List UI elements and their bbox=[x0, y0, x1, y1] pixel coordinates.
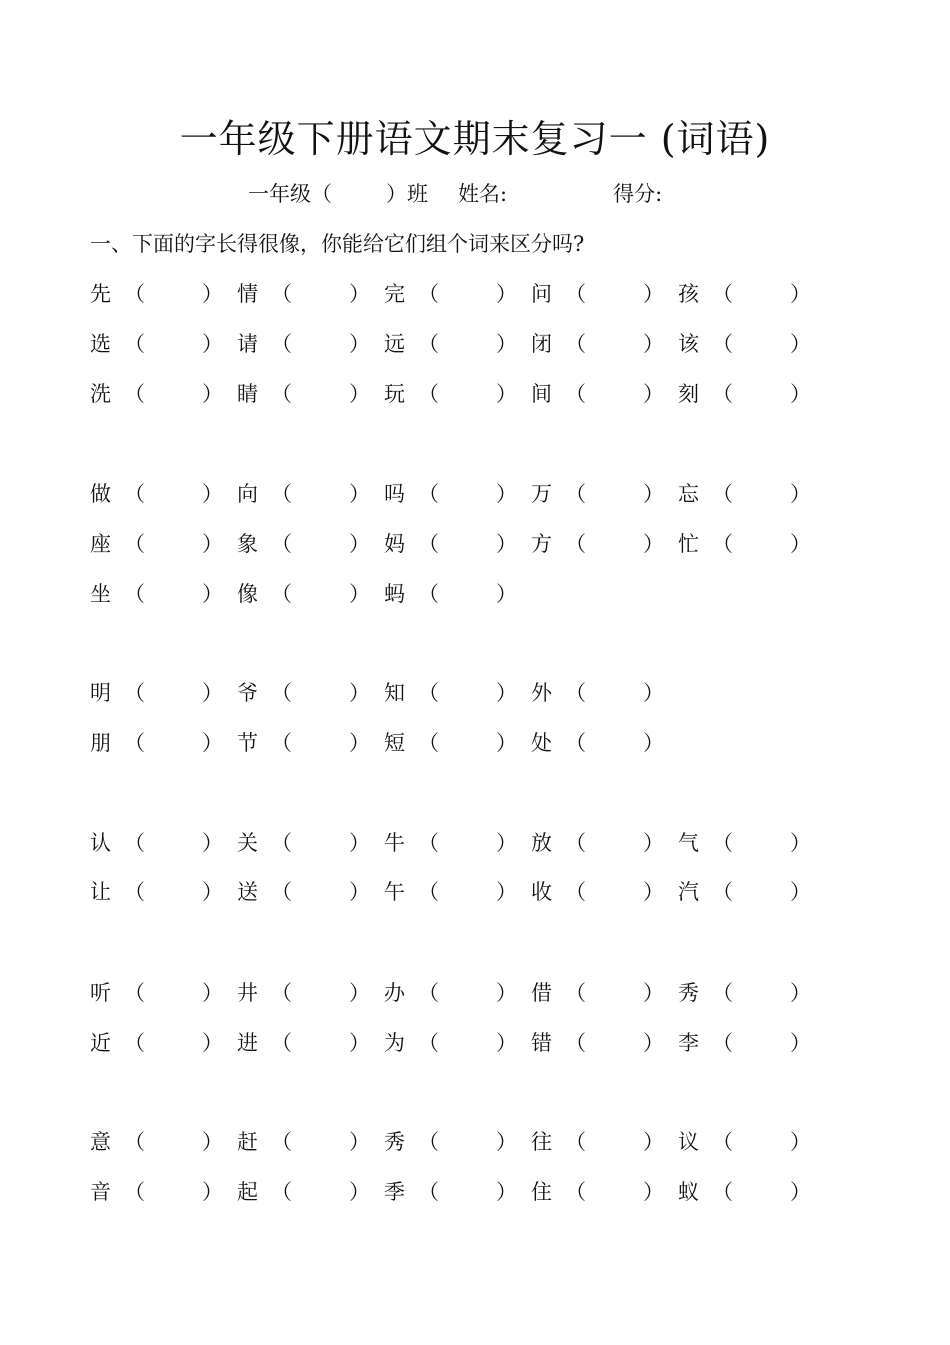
open-paren: （ bbox=[124, 880, 145, 904]
open-paren: （ bbox=[271, 681, 292, 705]
open-paren: （ bbox=[418, 681, 439, 705]
close-paren: ） bbox=[496, 532, 517, 556]
open-paren: （ bbox=[124, 482, 145, 506]
answer-blank[interactable] bbox=[577, 1031, 639, 1055]
open-paren: （ bbox=[124, 681, 145, 705]
open-paren: （ bbox=[271, 731, 292, 755]
open-paren: （ bbox=[418, 382, 439, 406]
close-paren: ） bbox=[643, 681, 664, 705]
answer-blank[interactable] bbox=[430, 880, 492, 904]
answer-blank[interactable] bbox=[283, 880, 345, 904]
character: 忘 bbox=[678, 482, 699, 506]
character: 妈 bbox=[384, 532, 405, 556]
open-paren: （ bbox=[124, 382, 145, 406]
answer-blank[interactable] bbox=[430, 382, 492, 406]
character: 闭 bbox=[531, 332, 552, 356]
answer-blank[interactable] bbox=[136, 731, 198, 755]
open-paren: （ bbox=[271, 831, 292, 855]
open-paren: （ bbox=[271, 382, 292, 406]
open-paren: （ bbox=[565, 382, 586, 406]
answer-blank[interactable] bbox=[724, 532, 786, 556]
character: 牛 bbox=[384, 831, 405, 855]
character: 关 bbox=[237, 831, 258, 855]
character: 节 bbox=[237, 731, 258, 755]
open-paren: （ bbox=[271, 880, 292, 904]
answer-blank[interactable] bbox=[136, 282, 198, 306]
open-paren: （ bbox=[418, 532, 439, 556]
student-info-line bbox=[248, 178, 662, 208]
answer-blank[interactable] bbox=[136, 332, 198, 356]
close-paren: ） bbox=[496, 880, 517, 904]
open-paren: （ bbox=[712, 1031, 733, 1055]
answer-blank[interactable] bbox=[577, 681, 639, 705]
character: 情 bbox=[237, 282, 258, 306]
open-paren: （ bbox=[124, 1031, 145, 1055]
open-paren: （ bbox=[565, 831, 586, 855]
character: 意 bbox=[90, 1130, 111, 1154]
open-paren: （ bbox=[124, 532, 145, 556]
open-paren: （ bbox=[565, 981, 586, 1005]
close-paren: ） bbox=[202, 1031, 223, 1055]
close-paren: ） bbox=[643, 1130, 664, 1154]
character: 坐 bbox=[90, 582, 111, 606]
open-paren: （ bbox=[418, 282, 439, 306]
close-paren: ） bbox=[496, 981, 517, 1005]
answer-blank[interactable] bbox=[283, 482, 345, 506]
character: 做 bbox=[90, 482, 111, 506]
answer-blank[interactable] bbox=[136, 681, 198, 705]
character: 短 bbox=[384, 731, 405, 755]
character: 处 bbox=[531, 731, 552, 755]
close-paren: ） bbox=[790, 532, 811, 556]
close-paren: ） bbox=[496, 582, 517, 606]
open-paren: （ bbox=[124, 582, 145, 606]
close-paren: ） bbox=[349, 831, 370, 855]
open-paren: （ bbox=[418, 981, 439, 1005]
answer-blank[interactable] bbox=[136, 831, 198, 855]
answer-blank[interactable] bbox=[430, 1130, 492, 1154]
open-paren: （ bbox=[565, 482, 586, 506]
open-paren: （ bbox=[418, 831, 439, 855]
open-paren: （ bbox=[418, 332, 439, 356]
character: 问 bbox=[531, 282, 552, 306]
close-paren: ） bbox=[496, 681, 517, 705]
character: 明 bbox=[90, 681, 111, 705]
character: 住 bbox=[531, 1180, 552, 1204]
close-paren: ） bbox=[643, 880, 664, 904]
answer-blank[interactable] bbox=[136, 880, 198, 904]
close-paren: ） bbox=[496, 332, 517, 356]
character: 吗 bbox=[384, 482, 405, 506]
answer-blank[interactable] bbox=[136, 382, 198, 406]
open-paren: （ bbox=[124, 981, 145, 1005]
character: 先 bbox=[90, 282, 111, 306]
open-paren: （ bbox=[124, 332, 145, 356]
character: 井 bbox=[237, 981, 258, 1005]
open-paren: （ bbox=[565, 1180, 586, 1204]
character: 借 bbox=[531, 981, 552, 1005]
close-paren: ） bbox=[349, 1130, 370, 1154]
close-paren: ） bbox=[643, 532, 664, 556]
name-label: 姓名: bbox=[458, 182, 508, 206]
answer-blank[interactable] bbox=[724, 382, 786, 406]
question-heading: 一、下面的字长得很像，你能给它们组个词来区分吗? bbox=[90, 232, 585, 256]
answer-blank[interactable] bbox=[724, 1031, 786, 1055]
open-paren: （ bbox=[565, 532, 586, 556]
character: 请 bbox=[237, 332, 258, 356]
close-paren: ） bbox=[496, 831, 517, 855]
answer-blank[interactable] bbox=[283, 582, 345, 606]
answer-blank[interactable] bbox=[136, 1031, 198, 1055]
character: 蚂 bbox=[384, 582, 405, 606]
close-paren: ） bbox=[349, 282, 370, 306]
open-paren: （ bbox=[124, 831, 145, 855]
close-paren: ） bbox=[349, 482, 370, 506]
character: 起 bbox=[237, 1180, 258, 1204]
answer-blank[interactable] bbox=[577, 482, 639, 506]
open-paren: （ bbox=[271, 981, 292, 1005]
character: 远 bbox=[384, 332, 405, 356]
open-paren: （ bbox=[271, 282, 292, 306]
answer-blank[interactable] bbox=[136, 1130, 198, 1154]
answer-blank[interactable] bbox=[136, 532, 198, 556]
answer-blank[interactable] bbox=[136, 482, 198, 506]
character: 间 bbox=[531, 382, 552, 406]
open-paren: （ bbox=[271, 482, 292, 506]
answer-blank[interactable] bbox=[430, 831, 492, 855]
character: 进 bbox=[237, 1031, 258, 1055]
character: 忙 bbox=[678, 532, 699, 556]
close-paren: ） bbox=[202, 332, 223, 356]
close-paren: ） bbox=[349, 1031, 370, 1055]
open-paren: （ bbox=[124, 282, 145, 306]
open-paren: （ bbox=[418, 1180, 439, 1204]
character: 办 bbox=[384, 981, 405, 1005]
answer-blank[interactable] bbox=[136, 582, 198, 606]
close-paren: ） bbox=[790, 482, 811, 506]
open-paren: （ bbox=[271, 1031, 292, 1055]
character: 秀 bbox=[384, 1130, 405, 1154]
answer-blank[interactable] bbox=[283, 1130, 345, 1154]
answer-blank[interactable] bbox=[577, 332, 639, 356]
open-paren: （ bbox=[271, 1180, 292, 1204]
character: 议 bbox=[678, 1130, 699, 1154]
answer-blank[interactable] bbox=[430, 482, 492, 506]
close-paren: ） bbox=[349, 582, 370, 606]
open-paren: （ bbox=[418, 880, 439, 904]
close-paren: ） bbox=[496, 282, 517, 306]
answer-blank[interactable] bbox=[283, 382, 345, 406]
close-paren: ） bbox=[790, 880, 811, 904]
open-paren: （ bbox=[565, 282, 586, 306]
character: 蚁 bbox=[678, 1180, 699, 1204]
character: 音 bbox=[90, 1180, 111, 1204]
answer-blank[interactable] bbox=[724, 1130, 786, 1154]
open-paren: （ bbox=[418, 582, 439, 606]
open-paren: （ bbox=[712, 1130, 733, 1154]
open-paren: （ bbox=[712, 1180, 733, 1204]
close-paren: ） bbox=[496, 1130, 517, 1154]
character: 孩 bbox=[678, 282, 699, 306]
close-paren: ） bbox=[790, 382, 811, 406]
open-paren: （ bbox=[124, 1130, 145, 1154]
answer-blank[interactable] bbox=[283, 731, 345, 755]
open-paren: （ bbox=[271, 582, 292, 606]
character: 收 bbox=[531, 880, 552, 904]
close-paren: ） bbox=[643, 1031, 664, 1055]
answer-blank[interactable] bbox=[430, 582, 492, 606]
character: 往 bbox=[531, 1130, 552, 1154]
character: 气 bbox=[678, 831, 699, 855]
open-paren: （ bbox=[418, 482, 439, 506]
character: 放 bbox=[531, 831, 552, 855]
close-paren: ） bbox=[790, 1180, 811, 1204]
answer-blank[interactable] bbox=[577, 731, 639, 755]
open-paren: （ bbox=[271, 332, 292, 356]
open-paren: （ bbox=[565, 880, 586, 904]
character: 朋 bbox=[90, 731, 111, 755]
close-paren: ） bbox=[790, 1031, 811, 1055]
answer-blank[interactable] bbox=[430, 1180, 492, 1204]
character: 赶 bbox=[237, 1130, 258, 1154]
character: 向 bbox=[237, 482, 258, 506]
answer-blank[interactable] bbox=[430, 681, 492, 705]
grade-label: 一年级（ bbox=[248, 182, 332, 206]
answer-blank[interactable] bbox=[430, 532, 492, 556]
answer-blank[interactable] bbox=[577, 532, 639, 556]
character: 让 bbox=[90, 880, 111, 904]
close-paren: ） bbox=[349, 731, 370, 755]
character: 季 bbox=[384, 1180, 405, 1204]
character: 近 bbox=[90, 1031, 111, 1055]
character: 该 bbox=[678, 332, 699, 356]
character: 万 bbox=[531, 482, 552, 506]
page-title: 一年级下册语文期末复习一 (词语) bbox=[179, 117, 771, 161]
close-paren: ） bbox=[790, 981, 811, 1005]
close-paren: ） bbox=[202, 681, 223, 705]
character: 李 bbox=[678, 1031, 699, 1055]
close-paren: ） bbox=[202, 532, 223, 556]
answer-blank[interactable] bbox=[283, 1180, 345, 1204]
close-paren: ） bbox=[790, 831, 811, 855]
open-paren: （ bbox=[565, 731, 586, 755]
close-paren: ） bbox=[349, 981, 370, 1005]
close-paren: ） bbox=[202, 831, 223, 855]
character: 秀 bbox=[678, 981, 699, 1005]
answer-blank[interactable] bbox=[577, 282, 639, 306]
answer-blank[interactable] bbox=[430, 282, 492, 306]
answer-blank[interactable] bbox=[724, 1180, 786, 1204]
answer-blank[interactable] bbox=[430, 981, 492, 1005]
open-paren: （ bbox=[712, 332, 733, 356]
answer-blank[interactable] bbox=[724, 880, 786, 904]
close-paren: ） bbox=[643, 731, 664, 755]
answer-blank[interactable] bbox=[136, 981, 198, 1005]
close-paren: ） bbox=[349, 382, 370, 406]
close-paren: ） bbox=[202, 582, 223, 606]
open-paren: （ bbox=[418, 1130, 439, 1154]
score-label: 得分: bbox=[613, 182, 663, 206]
close-paren: ） bbox=[496, 482, 517, 506]
open-paren: （ bbox=[565, 681, 586, 705]
answer-blank[interactable] bbox=[283, 1031, 345, 1055]
close-paren: ） bbox=[202, 1180, 223, 1204]
character: 错 bbox=[531, 1031, 552, 1055]
close-paren: ） bbox=[202, 880, 223, 904]
open-paren: （ bbox=[712, 981, 733, 1005]
answer-blank[interactable] bbox=[724, 282, 786, 306]
open-paren: （ bbox=[712, 382, 733, 406]
close-paren: ） bbox=[496, 1031, 517, 1055]
close-paren: ） bbox=[790, 1130, 811, 1154]
character: 听 bbox=[90, 981, 111, 1005]
close-paren: ） bbox=[790, 332, 811, 356]
close-paren: ） bbox=[349, 880, 370, 904]
answer-blank[interactable] bbox=[430, 731, 492, 755]
close-paren: ） bbox=[643, 1180, 664, 1204]
answer-blank[interactable] bbox=[577, 1130, 639, 1154]
answer-blank[interactable] bbox=[136, 1180, 198, 1204]
character: 洗 bbox=[90, 382, 111, 406]
character: 爷 bbox=[237, 681, 258, 705]
close-paren: ） bbox=[496, 1180, 517, 1204]
open-paren: （ bbox=[565, 1130, 586, 1154]
answer-blank[interactable] bbox=[577, 382, 639, 406]
close-paren: ） bbox=[496, 382, 517, 406]
close-paren: ） bbox=[202, 731, 223, 755]
answer-blank[interactable] bbox=[283, 532, 345, 556]
close-paren: ） bbox=[349, 532, 370, 556]
open-paren: （ bbox=[712, 831, 733, 855]
class-label: ）班 bbox=[386, 182, 428, 206]
open-paren: （ bbox=[712, 282, 733, 306]
character: 方 bbox=[531, 532, 552, 556]
close-paren: ） bbox=[790, 282, 811, 306]
answer-blank[interactable] bbox=[283, 332, 345, 356]
character: 为 bbox=[384, 1031, 405, 1055]
answer-blank[interactable] bbox=[577, 880, 639, 904]
close-paren: ） bbox=[643, 382, 664, 406]
character: 知 bbox=[384, 681, 405, 705]
answer-blank[interactable] bbox=[283, 831, 345, 855]
open-paren: （ bbox=[124, 731, 145, 755]
close-paren: ） bbox=[202, 482, 223, 506]
open-paren: （ bbox=[712, 880, 733, 904]
open-paren: （ bbox=[712, 532, 733, 556]
character: 认 bbox=[90, 831, 111, 855]
answer-blank[interactable] bbox=[724, 332, 786, 356]
close-paren: ） bbox=[202, 382, 223, 406]
answer-blank[interactable] bbox=[577, 1180, 639, 1204]
close-paren: ） bbox=[643, 332, 664, 356]
answer-blank[interactable] bbox=[724, 831, 786, 855]
answer-blank[interactable] bbox=[430, 332, 492, 356]
close-paren: ） bbox=[643, 282, 664, 306]
close-paren: ） bbox=[643, 981, 664, 1005]
open-paren: （ bbox=[418, 1031, 439, 1055]
close-paren: ） bbox=[349, 332, 370, 356]
character: 选 bbox=[90, 332, 111, 356]
character: 睛 bbox=[237, 382, 258, 406]
open-paren: （ bbox=[271, 1130, 292, 1154]
open-paren: （ bbox=[418, 731, 439, 755]
answer-blank[interactable] bbox=[283, 681, 345, 705]
character: 汽 bbox=[678, 880, 699, 904]
open-paren: （ bbox=[124, 1180, 145, 1204]
close-paren: ） bbox=[202, 282, 223, 306]
answer-blank[interactable] bbox=[724, 482, 786, 506]
open-paren: （ bbox=[271, 532, 292, 556]
character: 像 bbox=[237, 582, 258, 606]
character: 午 bbox=[384, 880, 405, 904]
character: 座 bbox=[90, 532, 111, 556]
answer-blank[interactable] bbox=[283, 282, 345, 306]
answer-blank[interactable] bbox=[430, 1031, 492, 1055]
character: 完 bbox=[384, 282, 405, 306]
close-paren: ） bbox=[643, 482, 664, 506]
close-paren: ） bbox=[202, 981, 223, 1005]
character: 象 bbox=[237, 532, 258, 556]
open-paren: （ bbox=[712, 482, 733, 506]
close-paren: ） bbox=[349, 681, 370, 705]
close-paren: ） bbox=[496, 731, 517, 755]
character: 送 bbox=[237, 880, 258, 904]
answer-blank[interactable] bbox=[724, 981, 786, 1005]
character: 玩 bbox=[384, 382, 405, 406]
open-paren: （ bbox=[565, 332, 586, 356]
answer-blank[interactable] bbox=[577, 831, 639, 855]
close-paren: ） bbox=[202, 1130, 223, 1154]
character: 外 bbox=[531, 681, 552, 705]
character: 刻 bbox=[678, 382, 699, 406]
close-paren: ） bbox=[643, 831, 664, 855]
answer-blank[interactable] bbox=[283, 981, 345, 1005]
open-paren: （ bbox=[565, 1031, 586, 1055]
close-paren: ） bbox=[349, 1180, 370, 1204]
answer-blank[interactable] bbox=[577, 981, 639, 1005]
